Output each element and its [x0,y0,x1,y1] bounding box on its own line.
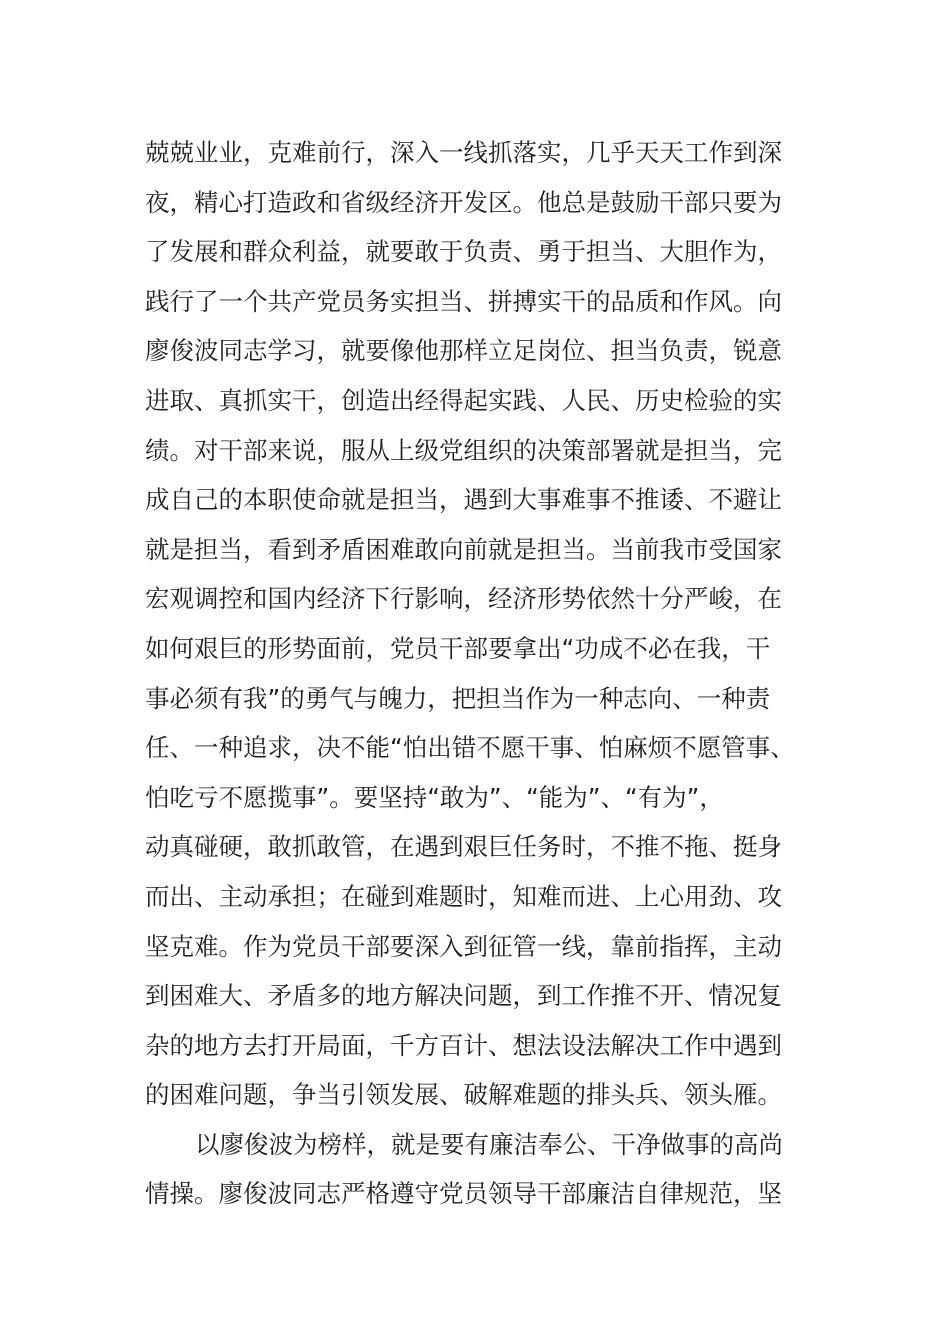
text-line: 坚克难。作为党员干部要深入到征管一线，靠前指挥，主动 [145,931,782,961]
text-line: 如何艰巨的形势面前，党员干部要拿出“功成不必在我，干 [145,633,771,663]
text-line: 情操。廖俊波同志严格遵守党员领导干部廉洁自律规范，坚 [145,1179,782,1209]
text-line: 事必须有我”的勇气与魄力，把担当作为一种志向、一种责 [145,683,771,713]
text-line: 到困难大、矛盾多的地方解决问题，到工作推不开、情况复 [145,981,782,1011]
text-line: 宏观调控和国内经济下行影响，经济形势依然十分严峻，在 [145,584,782,614]
text-line: 而出、主动承担；在碰到难题时，知难而进、上心用劲、攻 [145,881,782,911]
text-line: 夜，精心打造政和省级经济开发区。他总是鼓励干部只要为 [145,187,782,217]
paragraph-first-line: 以廖俊波为榜样，就是要有廉洁奉公、干净做事的高尚 [195,1129,783,1159]
text-line: 了发展和群众利益，就要敢于负责、勇于担当、大胆作为， [145,237,782,267]
text-line: 动真碰硬，敢抓敢管，在遇到艰巨任务时，不推不拖、挺身 [145,832,782,862]
text-line: 进取、真抓实干，创造出经得起实践、人民、历史检验的实 [145,385,782,415]
text-line: 践行了一个共产党员务实担当、拼搏实干的品质和作风。向 [145,286,782,316]
text-line: 就是担当，看到矛盾困难敢向前就是担当。当前我市受国家 [145,534,782,564]
body-text [145,128,825,1219]
text-line: 绩。对干部来说，服从上级党组织的决策部署就是担当，完 [145,435,782,465]
text-line: 廖俊波同志学习，就要像他那样立足岗位、担当负责，锐意 [145,336,782,366]
text-line: 的困难问题，争当引领发展、破解难题的排头兵、领头雁。 [145,1080,782,1110]
text-line: 杂的地方去打开局面，千方百计、想法设法解决工作中遇到 [145,1030,782,1060]
text-line: 兢兢业业，克难前行，深入一线抓落实，几乎天天工作到深 [145,138,782,167]
text-line: 成自己的本职使命就是担当，遇到大事难事不推诿、不避让 [145,485,782,515]
text-line: 任、一种追求，决不能“怕出错不愿干事、怕麻烦不愿管事、 [145,733,795,763]
text-line: 怕吃亏不愿揽事”。要坚持“敢为”、“能为”、“有为”， [145,782,724,812]
